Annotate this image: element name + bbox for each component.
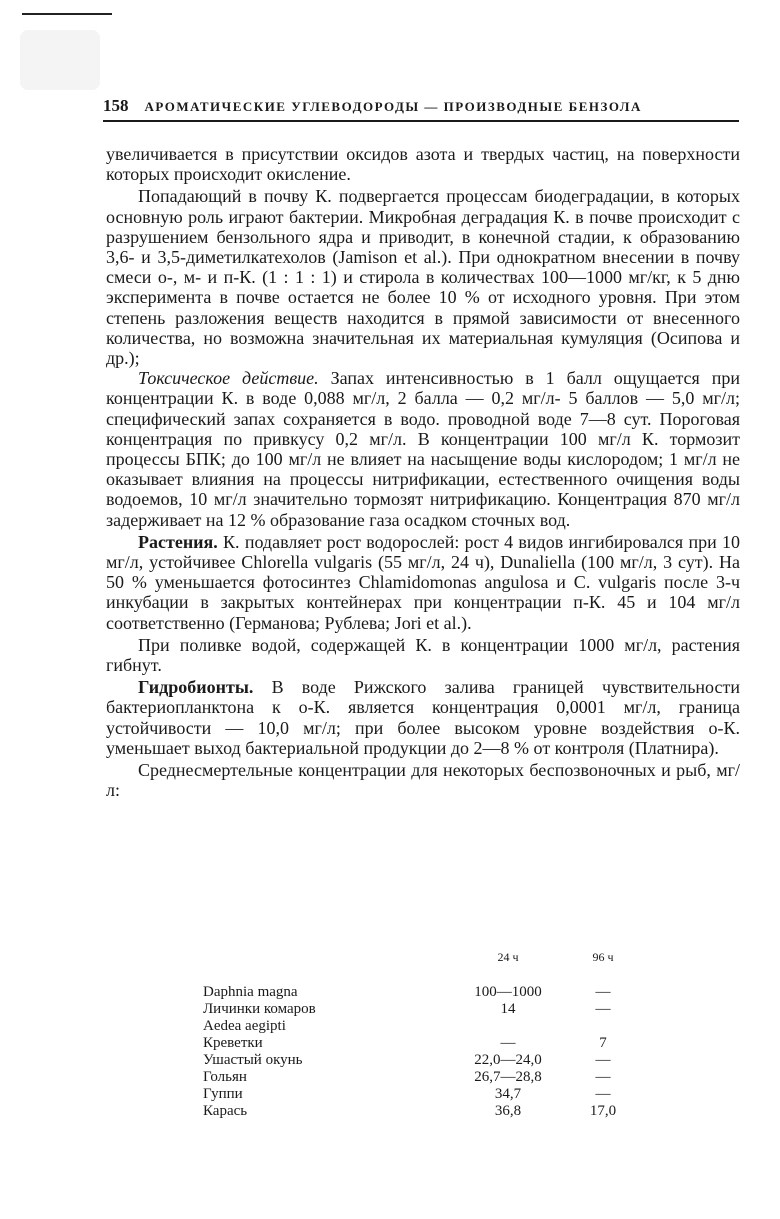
value-24h: — (500, 1035, 516, 1051)
value-24h: 34,7 (494, 1086, 522, 1102)
table-row (203, 1035, 643, 1052)
species-name: Гольян (203, 1069, 247, 1085)
value-24h: 36,8 (494, 1103, 522, 1119)
paragraph-watering: При поливке водой, содержащей К. в концентрации 1000 мг/л, растения гибнут. (106, 634, 740, 676)
plants-text: К. подавляет рост водорослей: рост 4 видов ингибировался при 10 мг/л, устойчивее Chlorella vulgaris (55 мг/л, 24 ч), Dunaliella (100 мг/л, 3 сут). На 50 % уменьшается фотосинтез Chlamidomonas angulosa и C. vulgaris после 3-ч инкубации в закрытых контейнерах при концентрации п-К. 45 и 104 мг/л соответственно (Германова; Рублева; Jori et al.). (106, 531, 740, 633)
running-title: АРОМАТИЧЕСКИЕ УГЛЕВОДОРОДЫ — ПРОИЗВОДНЫЕ БЕНЗОЛА (144, 99, 642, 114)
species-name: Aedea aegipti (203, 1018, 286, 1034)
value-96h (563, 1018, 643, 1035)
value-24h: 14 (500, 1001, 516, 1017)
page-number: 158 (103, 96, 129, 115)
value-96h: — (595, 1001, 611, 1017)
table-row (203, 1052, 643, 1069)
value-24h: 26,7—28,8 (474, 1069, 542, 1085)
table-row (203, 1103, 643, 1120)
table-row (203, 1018, 643, 1035)
scan-stain (20, 30, 100, 90)
body-text (106, 144, 740, 801)
page-header (103, 96, 739, 122)
species-name: Ушастый окунь (203, 1052, 303, 1068)
paragraph-continuation: увеличивается в присутствии оксидов азота и твердых частиц, на поверхности которых происходит окисление. (106, 144, 740, 185)
value-96h: — (595, 1052, 611, 1068)
plants-heading: Растения. (138, 531, 218, 552)
lc50-table (203, 950, 643, 1120)
paragraph-plants (106, 532, 740, 633)
table-row (203, 984, 643, 1001)
value-24h: 22,0—24,0 (474, 1052, 542, 1068)
toxic-action-text: Запах интенсивностью в 1 балл ощущается при концентрации К. в воде 0,088 мг/л, 2 балла — 0,2 мг/л- 5 баллов — 5,0 мг/л; специфический запах сохраняется в водо. проводной воде 7—8 сут. Пороговая концентрация по привкусу 0,2 мг/л. В концентрации 100 мг/л К. тормозит процессы БПК; до 100 мг/л не влияет на насыщение воды кислородом; 1 мг/л не оказывает влияния на процессы нитрификации, естественного очищения воды водоемов, 10 мг/л значительно тормозят нитрификацию. Концентрация 870 мг/л задерживает на 12 % образование газа осадком сточных вод. (106, 368, 740, 530)
value-96h: 7 (599, 1035, 607, 1051)
header-spacer (203, 950, 453, 972)
table-row (203, 1069, 643, 1086)
species-name: Креветки (203, 1035, 263, 1051)
species-name: Daphnia magna (203, 984, 298, 1000)
value-96h: — (595, 1086, 611, 1102)
species-name: Гуппи (203, 1086, 243, 1102)
paragraph-soil-degradation: Попадающий в почву К. подвергается процессам биодеградации, в которых основную роль играют бактерии. Микробная деградация К. в почве происходит с разрушением бензольного ядра и приводит, в конечной стадии, к образованию 3,6- и 3,5-диметилкатехолов (Jamison et al.). При однократном внесении в почву смеси о-, м- и п-К. (1 : 1 : 1) и стирола в количествах 100—1000 мг/кг, к 5 дню эксперимента в почве остается не более 10 % от исходного уровня. При этом степень разложения веществ находится в прямой зависимости от внесенного количества, но возможна значительная их материальная кумуляция (Осипова и др.); (106, 186, 740, 369)
header-24h: 24 ч (497, 950, 519, 964)
toxic-action-heading: Токсическое действие. (138, 368, 319, 389)
species-name: Карась (203, 1103, 248, 1119)
hydrobionts-text: В воде Рижского залива границей чувствительности бактериопланктона к о-К. является концентрация 0,0001 мг/л, граница устойчивости — 10,0 мг/л; при более высоком уровне воздействия о-К. уменьшает выход бактериальной продукции до 2—8 % от контроля (Платнира). (106, 677, 740, 758)
value-24h: 100—1000 (474, 984, 542, 1000)
hydrobionts-heading: Гидробионты. (138, 677, 254, 698)
table-header (203, 950, 643, 972)
header-96h: 96 ч (592, 950, 614, 964)
table-row (203, 1086, 643, 1103)
value-96h: — (595, 1069, 611, 1085)
top-edge-rule (22, 13, 112, 15)
value-96h: 17,0 (589, 1103, 617, 1119)
value-96h: — (595, 984, 611, 1000)
paragraph-hydrobionts (106, 677, 740, 758)
value-24h (453, 1018, 563, 1035)
paragraph-toxic-action (106, 368, 740, 530)
species-name: Личинки комаров (203, 1001, 316, 1017)
table-row (203, 1001, 643, 1018)
paragraph-lc50-intro: Среднесмертельные концентрации для некоторых беспозвоночных и рыб, мг/л: (106, 760, 740, 801)
